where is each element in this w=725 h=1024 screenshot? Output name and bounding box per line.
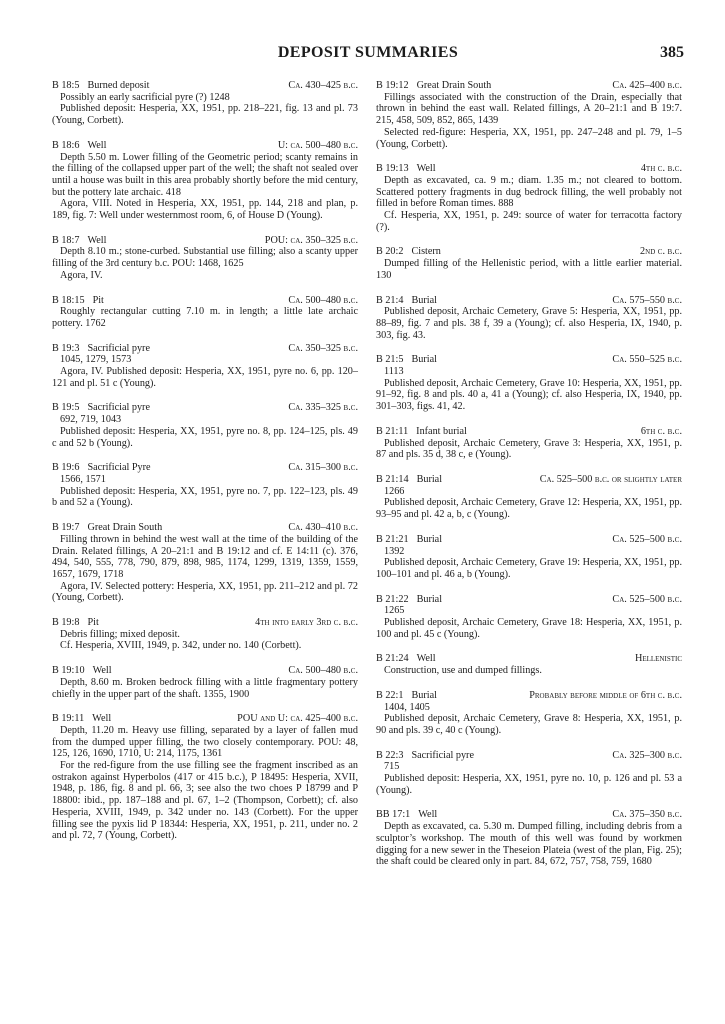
deposit-entry bbox=[376, 809, 682, 868]
deposit-code: B 19:5 bbox=[52, 402, 80, 414]
deposit-text: Depth as excavated, ca. 5.30 m. Dumped filling, including debris from a sculptor’s workshop. The mouth of this well was found by workmen digging for a new sewer in the Theseion Plateia (west of the plan, Fig. 25); the shaft could be cleared only in part. 84, 672, 757, 758, 759, 1680 bbox=[376, 821, 682, 868]
deposit-type: Well bbox=[416, 163, 436, 175]
deposit-entry bbox=[376, 163, 682, 233]
deposit-entry bbox=[52, 235, 358, 282]
deposit-entry bbox=[376, 653, 682, 676]
deposit-date: Ca. 430–410 b.c. bbox=[288, 522, 358, 534]
deposit-text: Depth, 11.20 m. Heavy use filling, separated by a layer of fallen mud from the dumped upper filling, the two closely contemporary. POU: 48, 125, 126, 1690, 1710, U: 214, 1175, 1361 bbox=[52, 724, 358, 760]
deposit-date: 6th c. b.c. bbox=[640, 425, 682, 437]
deposit-text: Filling thrown in behind the west wall at the time of the building of the Drain. Related fillings, A 20–21:1 and B 19:12 and cf. E 14:11 (c). 376, 494, 540, 555, 778, 790, 879, 898, 985, 1174, 1299, 1319, 1359, 1559, 1657, 1679, 1718 bbox=[52, 533, 358, 580]
deposit-code: B 21:4 bbox=[376, 294, 404, 306]
deposit-heading bbox=[376, 426, 682, 438]
deposit-type: Burial bbox=[411, 294, 437, 306]
deposit-type: Burial bbox=[416, 593, 443, 605]
deposit-text: Published deposit, Archaic Cemetery, Grave 5: Hesperia, XX, 1951, pp. 88–89, fig. 7 and pls. 38 f, 39 a (Young); cf. also Hesperia, IX, 1940, p. 303, fig. 43. bbox=[376, 306, 682, 341]
deposit-code: B 21:14 bbox=[376, 473, 409, 485]
deposit-type: Well bbox=[418, 809, 438, 821]
deposit-type: Pit bbox=[87, 617, 99, 629]
deposit-entry bbox=[376, 80, 682, 150]
deposit-text: Agora, IV. bbox=[60, 269, 103, 281]
deposit-text: 692, 719, 1043 bbox=[60, 414, 122, 426]
deposit-code: B 18:6 bbox=[52, 139, 80, 151]
deposit-text: Roughly rectangular cutting 7.10 m. in length; a little late archaic pottery. 1762 bbox=[52, 306, 358, 329]
deposit-entry bbox=[376, 246, 682, 281]
deposit-type: Burned deposit bbox=[87, 80, 150, 91]
deposit-date: 2nd c. b.c. bbox=[640, 246, 682, 258]
deposit-text: 1566, 1571 bbox=[60, 473, 106, 485]
right-column bbox=[376, 80, 682, 881]
deposit-code: B 19:7 bbox=[52, 522, 80, 534]
deposit-code: B 21:24 bbox=[376, 653, 409, 665]
deposit-text: Published deposit, Archaic Cemetery, Grave 18: Hesperia, XX, 1951, p. 100 and pl. 45 c (Young). bbox=[376, 617, 682, 640]
deposit-entry bbox=[376, 354, 682, 413]
deposit-code: B 18:7 bbox=[52, 234, 80, 246]
deposit-code: B 19:12 bbox=[376, 80, 409, 91]
deposit-code: B 21:11 bbox=[376, 425, 409, 437]
deposit-heading bbox=[376, 246, 682, 258]
deposit-code: BB 17:1 bbox=[376, 809, 411, 821]
deposit-entry bbox=[52, 713, 358, 842]
deposit-heading bbox=[52, 713, 358, 725]
deposit-heading bbox=[52, 462, 358, 474]
deposit-type: Sacrificial pyre bbox=[87, 342, 150, 354]
deposit-heading bbox=[52, 235, 358, 247]
deposit-text: Published deposit, Archaic Cemetery, Grave 3: Hesperia, XX, 1951, p. 87 and pls. 35 d, 38 c, e (Young). bbox=[376, 437, 682, 461]
deposit-text: For the red-figure from the use filling see the fragment inscribed as an ostrakon against Hyperbolos (417 or 415 b.c.), P 18495: Hesperia, XVII, 1948, p. 186, fig. 8 and pl. 66, 3; see also the two choes P 18799 and P 18800: ibid., pp. 187–188 and pl. 67, 1–2 (Thompson, Corbett); cf. also Hesperia, XVIII, 1949, p. 342 under no. 143 (Corbett). For the upper filling see the pyxis lid P 18344: Hesperia, XX, 1951, p. 211, under no. 2 and pl. 72, 7 (Young, Corbett). bbox=[52, 760, 358, 842]
deposit-date: Ca. 425–400 b.c. bbox=[612, 80, 682, 91]
deposit-date: POU: ca. 350–325 b.c. bbox=[264, 234, 358, 246]
deposit-text: Cf. Hesperia, XX, 1951, p. 249: source of water for terracotta factory (?). bbox=[376, 210, 682, 233]
deposit-entry bbox=[376, 295, 682, 342]
deposit-type: Well bbox=[87, 139, 107, 151]
deposit-date: Ca. 550–525 b.c. bbox=[612, 354, 682, 366]
deposit-text: 715 bbox=[384, 761, 400, 773]
deposit-text: Depth 5.50 m. Lower filling of the Geometric period; scanty remains in the filling of the collapsed upper part of the well; the shaft not sealed over until a house was built in this area probably shortly before the mid century, but the pottery late archaic. 418 bbox=[52, 151, 358, 198]
deposit-type: Burial bbox=[411, 689, 437, 701]
deposit-text: Dumped filling of the Hellenistic period, with a little earlier material. 130 bbox=[376, 258, 682, 281]
deposit-code: B 19:3 bbox=[52, 342, 80, 354]
deposit-code: B 19:10 bbox=[52, 665, 85, 677]
deposit-heading bbox=[376, 690, 682, 702]
page-number: 385 bbox=[660, 44, 684, 61]
deposit-code: B 19:8 bbox=[52, 617, 80, 629]
deposit-heading bbox=[376, 594, 682, 606]
deposit-heading bbox=[52, 295, 358, 307]
deposit-heading bbox=[52, 140, 358, 152]
deposit-text: Possibly an early sacrificial pyre (?) 1248 bbox=[60, 91, 230, 103]
deposit-type: Great Drain South bbox=[87, 522, 163, 534]
deposit-date: Ca. 315–300 b.c. bbox=[288, 462, 358, 474]
deposit-text: Agora, IV. Selected pottery: Hesperia, XX, 1951, pp. 211–212 and pl. 72 (Young, Corbett). bbox=[52, 580, 358, 604]
deposit-date: Ca. 350–325 b.c. bbox=[288, 342, 358, 354]
page-header bbox=[52, 44, 684, 66]
deposit-code: B 22:3 bbox=[376, 749, 404, 761]
deposit-type: Sacrificial pyre bbox=[411, 749, 474, 761]
deposit-text: Published deposit, Archaic Cemetery, Grave 10: Hesperia, XX, 1951, pp. 91–92, fig. 8 and pls. 40 a, 41 a (Young); cf. also Hesperia, IX, 1940, pp. 301–303, figs. 41, 42. bbox=[376, 377, 682, 413]
deposit-type: Sacrificial pyre bbox=[87, 402, 150, 414]
deposit-heading bbox=[376, 809, 682, 821]
deposit-code: B 22:1 bbox=[376, 689, 404, 701]
deposit-type: Well bbox=[92, 713, 112, 725]
deposit-entry bbox=[376, 594, 682, 641]
deposit-date: POU and U: ca. 425–400 b.c. bbox=[237, 713, 358, 725]
deposit-text: 1404, 1405 bbox=[384, 701, 430, 713]
left-column bbox=[52, 80, 358, 855]
deposit-text: 1113 bbox=[384, 366, 404, 378]
deposit-heading bbox=[52, 402, 358, 414]
deposit-text: Debris filling; mixed deposit. bbox=[60, 628, 180, 640]
deposit-type: Pit bbox=[92, 294, 104, 306]
deposit-heading bbox=[376, 474, 682, 486]
deposit-date: Hellenistic bbox=[634, 653, 682, 665]
deposit-heading bbox=[376, 534, 682, 546]
deposit-entry bbox=[52, 617, 358, 652]
deposit-entry bbox=[52, 295, 358, 330]
deposit-type: Burial bbox=[411, 354, 437, 366]
deposit-heading bbox=[376, 295, 682, 307]
deposit-entry bbox=[52, 80, 358, 127]
deposit-date: Ca. 500–480 b.c. bbox=[288, 665, 358, 677]
deposit-text: Published deposit: Hesperia, XX, 1951, pyre no. 7, pp. 122–123, pls. 49 b and 52 a (Young). bbox=[52, 485, 358, 509]
deposit-date: Ca. 325–300 b.c. bbox=[612, 749, 682, 761]
deposit-type: Well bbox=[416, 653, 436, 665]
deposit-code: B 19:13 bbox=[376, 163, 409, 175]
deposit-text: Published deposit, Archaic Cemetery, Grave 12: Hesperia, XX, 1951, pp. 93–95 and pl. 42 a, b, c (Young). bbox=[376, 497, 682, 521]
deposit-text: Fillings associated with the construction of the Drain, especially that thrown in behind the east wall. Related fillings, A 20–21:1 and B 19:7. 215, 458, 509, 852, 865, 1439 bbox=[376, 91, 682, 127]
deposit-date: Ca. 525–500 b.c. or slightly later bbox=[539, 473, 682, 485]
deposit-type: Infant burial bbox=[416, 425, 467, 437]
deposit-date: Ca. 525–500 b.c. bbox=[612, 533, 682, 545]
deposit-text: Published deposit: Hesperia, XX, 1951, pyre no. 8, pp. 124–125, pls. 49 c and 52 b (Young). bbox=[52, 425, 358, 449]
deposit-date: Ca. 500–480 b.c. bbox=[288, 294, 358, 306]
deposit-date: Ca. 575–550 b.c. bbox=[612, 294, 682, 306]
deposit-heading bbox=[376, 80, 682, 92]
deposit-code: B 18:5 bbox=[52, 80, 80, 91]
deposit-date: Probably before middle of 6th c. b.c. bbox=[529, 689, 682, 701]
deposit-type: Burial bbox=[416, 473, 443, 485]
deposit-type: Well bbox=[87, 234, 107, 246]
deposit-code: B 21:5 bbox=[376, 354, 404, 366]
deposit-date: 4th into early 3rd c. b.c. bbox=[255, 617, 358, 629]
deposit-heading bbox=[376, 163, 682, 175]
deposit-date: Ca. 335–325 b.c. bbox=[288, 402, 358, 414]
deposit-text: Published deposit: Hesperia, XX, 1951, pyre no. 10, p. 126 and pl. 53 a (Young). bbox=[376, 773, 682, 796]
deposit-text: Depth 8.10 m.; stone-curbed. Substantial use filling; also a scanty upper filling of the 3rd century b.c. POU: 1468, 1625 bbox=[52, 246, 358, 270]
deposit-date: U: ca. 500–480 b.c. bbox=[277, 139, 358, 151]
deposit-heading bbox=[52, 80, 358, 92]
deposit-date: Ca. 430–425 b.c. bbox=[288, 80, 358, 91]
deposit-date: 4th c. b.c. bbox=[640, 163, 682, 175]
deposit-entry bbox=[376, 750, 682, 797]
deposit-text: Depth, 8.60 m. Broken bedrock filling with a little fragmentary pottery chiefly in the upper part of the shaft. 1355, 1900 bbox=[52, 676, 358, 700]
deposit-date: Ca. 375–350 b.c. bbox=[612, 809, 682, 821]
deposit-heading bbox=[52, 665, 358, 677]
deposit-code: B 20:2 bbox=[376, 246, 404, 258]
deposit-code: B 21:22 bbox=[376, 593, 409, 605]
deposit-entry bbox=[376, 534, 682, 581]
deposit-type: Cistern bbox=[411, 246, 441, 258]
deposit-text: 1265 bbox=[384, 605, 405, 617]
deposit-heading bbox=[376, 653, 682, 665]
deposit-entry bbox=[52, 665, 358, 700]
deposit-heading bbox=[52, 617, 358, 629]
deposit-entry bbox=[52, 343, 358, 390]
page-title: DEPOSIT SUMMARIES bbox=[277, 44, 459, 61]
deposit-text: Cf. Hesperia, XVIII, 1949, p. 342, under no. 140 (Corbett). bbox=[60, 640, 302, 652]
deposit-text: Published deposit, Archaic Cemetery, Grave 8: Hesperia, XX, 1951, p. 90 and pls. 39 c, 40 c (Young). bbox=[376, 713, 682, 736]
deposit-type: Well bbox=[92, 665, 112, 677]
deposit-entry bbox=[376, 690, 682, 737]
deposit-heading bbox=[376, 750, 682, 762]
deposit-text: 1045, 1279, 1573 bbox=[60, 354, 132, 366]
deposit-code: B 19:11 bbox=[52, 713, 85, 725]
deposit-text: Selected red-figure: Hesperia, XX, 1951, pp. 247–248 and pl. 79, 1–5 (Young, Corbett). bbox=[376, 126, 682, 150]
deposit-heading bbox=[52, 522, 358, 534]
deposit-entry bbox=[376, 426, 682, 461]
deposit-entry bbox=[52, 140, 358, 222]
deposit-heading bbox=[52, 343, 358, 355]
deposit-text: Depth as excavated, ca. 9 m.; diam. 1.35 m.; not cleared to bottom. Scattered pottery fragments in dug bedrock filling, the well probably not filled in before Roman times. 888 bbox=[376, 174, 682, 210]
deposit-date: Ca. 525–500 b.c. bbox=[612, 593, 682, 605]
deposit-text: Agora, IV. Published deposit: Hesperia, XX, 1951, pyre no. 6, pp. 120–121 and pl. 51 c (Young). bbox=[52, 366, 358, 389]
deposit-text: 1392 bbox=[384, 545, 405, 557]
deposit-type: Great Drain South bbox=[416, 80, 492, 91]
deposit-code: B 21:21 bbox=[376, 533, 409, 545]
deposit-entry bbox=[52, 522, 358, 604]
deposit-text: Published deposit: Hesperia, XX, 1951, pp. 218–221, fig. 13 and pl. 73 (Young, Corbett). bbox=[52, 103, 358, 127]
deposit-entry bbox=[52, 462, 358, 509]
deposit-code: B 19:6 bbox=[52, 462, 80, 474]
deposit-heading bbox=[376, 354, 682, 366]
deposit-text: 1266 bbox=[384, 485, 405, 497]
deposit-code: B 18:15 bbox=[52, 294, 85, 306]
deposit-text: Agora, VIII. Noted in Hesperia, XX, 1951, pp. 144, 218 and plan, p. 189, fig. 7: Well under westernmost room, 6, of House D (Young). bbox=[52, 198, 358, 222]
deposit-type: Burial bbox=[416, 533, 443, 545]
deposit-text: Published deposit, Archaic Cemetery, Grave 19: Hesperia, XX, 1951, pp. 100–101 and pl. 46 a, b (Young). bbox=[376, 557, 682, 580]
deposit-type: Sacrificial Pyre bbox=[87, 462, 151, 474]
deposit-entry bbox=[52, 402, 358, 449]
deposit-entry bbox=[376, 474, 682, 521]
deposit-text: Construction, use and dumped fillings. bbox=[384, 665, 542, 677]
